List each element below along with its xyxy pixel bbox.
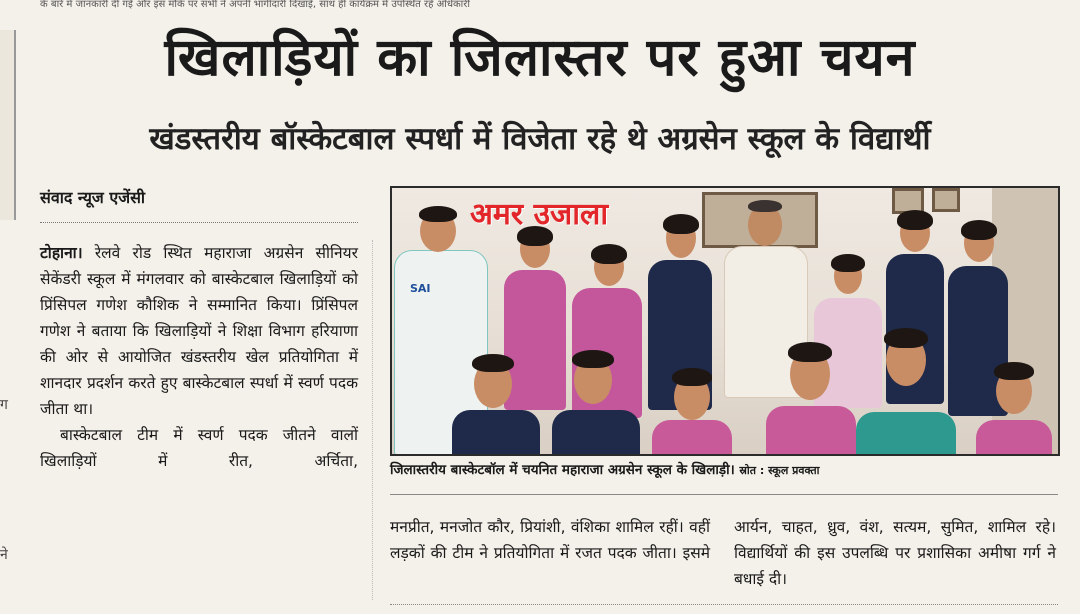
caption-source: स्रोत : स्कूल प्रवक्ता <box>739 464 820 477</box>
newspaper-watermark: अमर उजाला <box>470 197 609 232</box>
headline: खिलाड़ियों का जिलास्तर पर हुआ चयन <box>164 28 916 88</box>
column-divider <box>372 240 373 600</box>
paragraph-1: रेलवे रोड स्थित महाराजा अग्रसेन सीनियर सेकेंडरी स्कूल में मंगलवार को बास्केटबाल खिलाड़ियों को प्रिंसिपल गणेश कौशिक ने सम्मानित किया। प्रिंसिपल गणेश ने बताया कि खिलाड़ियों ने शिक्षा विभाग हरियाणा की ओर से आयोजित खंडस्तरीय खेल प्रतियोगिता में शानदार प्रदर्शन करते हुए बास्केटबाल स्पर्धा में स्वर्ण पदक जीता था। <box>40 244 358 418</box>
byline-divider <box>40 222 358 223</box>
wall-frame <box>932 188 960 212</box>
previous-story-fragment: के बारे में जानकारी दी गई और इस मौके पर सभी ने अपनी भागीदारी दिखाई, साथ ही कार्यक्रम में उपस्थित रहे अधिकारी <box>40 0 470 10</box>
paragraph-2: बास्केटबाल टीम में स्वर्ण पदक जीतने वालों खिलाड़ियों में रीत, अर्चिता, <box>40 426 358 470</box>
jersey-text: SAI <box>410 282 431 295</box>
article-column-3 <box>734 514 1056 592</box>
paragraph-3: मनप्रीत, मनजोत कौर, प्रियांशी, वंशिका शामिल रहीं। वहीं लड़कों की टीम ने प्रतियोगिता में रजत पदक जीता। इसमे <box>390 518 710 562</box>
team-photo <box>390 186 1060 456</box>
adjacent-column-char: ने <box>0 547 8 563</box>
adjacent-column-char: ग <box>0 397 8 413</box>
byline: संवाद न्यूज एजेंसी <box>40 188 146 207</box>
caption-text: जिलास्तरीय बास्केटबॉल में चयनित महाराजा अग्रसेन स्कूल के खिलाड़ी। <box>390 462 735 478</box>
caption-divider <box>390 494 1058 495</box>
subheadline: खंडस्तरीय बॉस्केटबाल स्पर्धा में विजेता रहे थे अग्रसेन स्कूल के विद्यार्थी <box>149 121 931 157</box>
dateline: टोहाना। <box>40 244 83 262</box>
photo-caption <box>390 460 1060 478</box>
bottom-divider <box>390 604 1058 605</box>
paragraph-4: आर्यन, चाहत, ध्रुव, वंश, सत्यम, सुमित, शामिल रहे। विद्यार्थियों की इस उपलब्धि पर प्रशासिका अमीषा गर्ग ने बधाई दी। <box>734 518 1056 588</box>
article-column-2 <box>390 514 710 566</box>
article-column-1 <box>40 240 358 474</box>
